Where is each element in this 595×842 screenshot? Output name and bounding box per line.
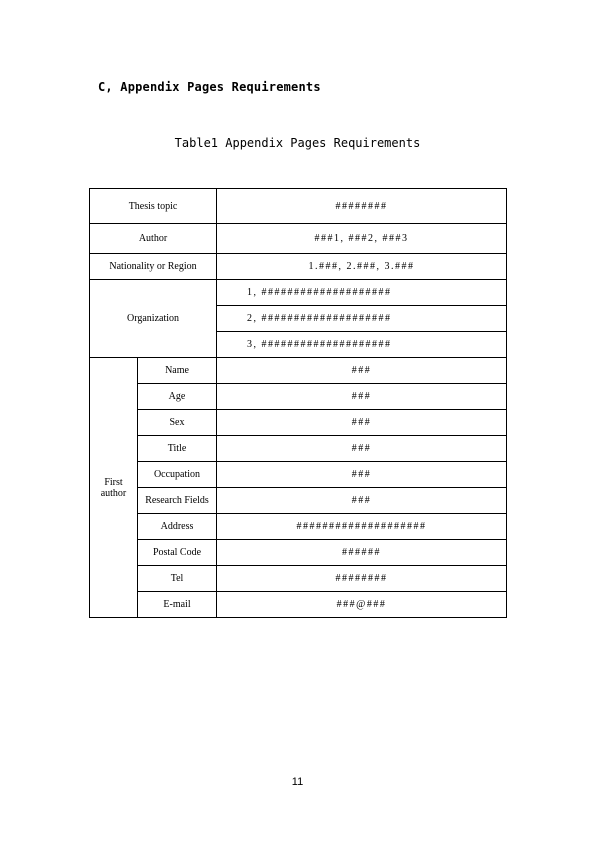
- field-label-postal-code: Postal Code: [138, 540, 217, 566]
- table-row: [90, 436, 507, 462]
- table-row: [90, 280, 507, 306]
- first-author-label-line2: author: [100, 487, 127, 499]
- first-author-group-label: [90, 358, 138, 618]
- row-label-nationality: Nationality or Region: [90, 254, 217, 280]
- page-number: 11: [291, 776, 304, 788]
- table-row: [90, 384, 507, 410]
- row-value-author: ###1, ###2, ###3: [217, 224, 507, 254]
- field-label-address: Address: [138, 514, 217, 540]
- field-value-occupation: ###: [217, 462, 507, 488]
- field-value-research-fields: ###: [217, 488, 507, 514]
- row-label-organization: Organization: [90, 280, 217, 358]
- table-row: [90, 514, 507, 540]
- field-label-sex: Sex: [138, 410, 217, 436]
- field-label-research-fields: Research Fields: [138, 488, 217, 514]
- field-label-tel: Tel: [138, 566, 217, 592]
- organization-value-2: 2, ####################: [217, 306, 507, 332]
- row-label-author: Author: [90, 224, 217, 254]
- field-value-name: ###: [217, 358, 507, 384]
- row-value-thesis-topic: ########: [217, 189, 507, 224]
- table-row: [90, 540, 507, 566]
- field-value-email: ###@###: [217, 592, 507, 618]
- field-value-tel: ########: [217, 566, 507, 592]
- table-row: [90, 566, 507, 592]
- field-label-occupation: Occupation: [138, 462, 217, 488]
- table-row: [90, 592, 507, 618]
- field-value-title: ###: [217, 436, 507, 462]
- field-value-sex: ###: [217, 410, 507, 436]
- field-value-age: ###: [217, 384, 507, 410]
- field-value-postal-code: ######: [217, 540, 507, 566]
- organization-value-3: 3, ####################: [217, 332, 507, 358]
- organization-value-1: 1, ####################: [217, 280, 507, 306]
- field-label-age: Age: [138, 384, 217, 410]
- field-label-email: E-mail: [138, 592, 217, 618]
- first-author-label-line1: First: [104, 476, 123, 488]
- table-row: [90, 189, 507, 224]
- section-heading: C, Appendix Pages Requirements: [98, 80, 321, 94]
- row-label-thesis-topic: Thesis topic: [90, 189, 217, 224]
- table-row: [90, 224, 507, 254]
- field-value-address: ####################: [217, 514, 507, 540]
- row-value-nationality: 1.###, 2.###, 3.###: [217, 254, 507, 280]
- appendix-requirements-table: [89, 188, 507, 618]
- table-caption: Table1 Appendix Pages Requirements: [174, 136, 421, 150]
- table-row: [90, 358, 507, 384]
- table-row: [90, 462, 507, 488]
- table-row: [90, 410, 507, 436]
- field-label-title: Title: [138, 436, 217, 462]
- field-label-name: Name: [138, 358, 217, 384]
- table-row: [90, 254, 507, 280]
- table-row: [90, 488, 507, 514]
